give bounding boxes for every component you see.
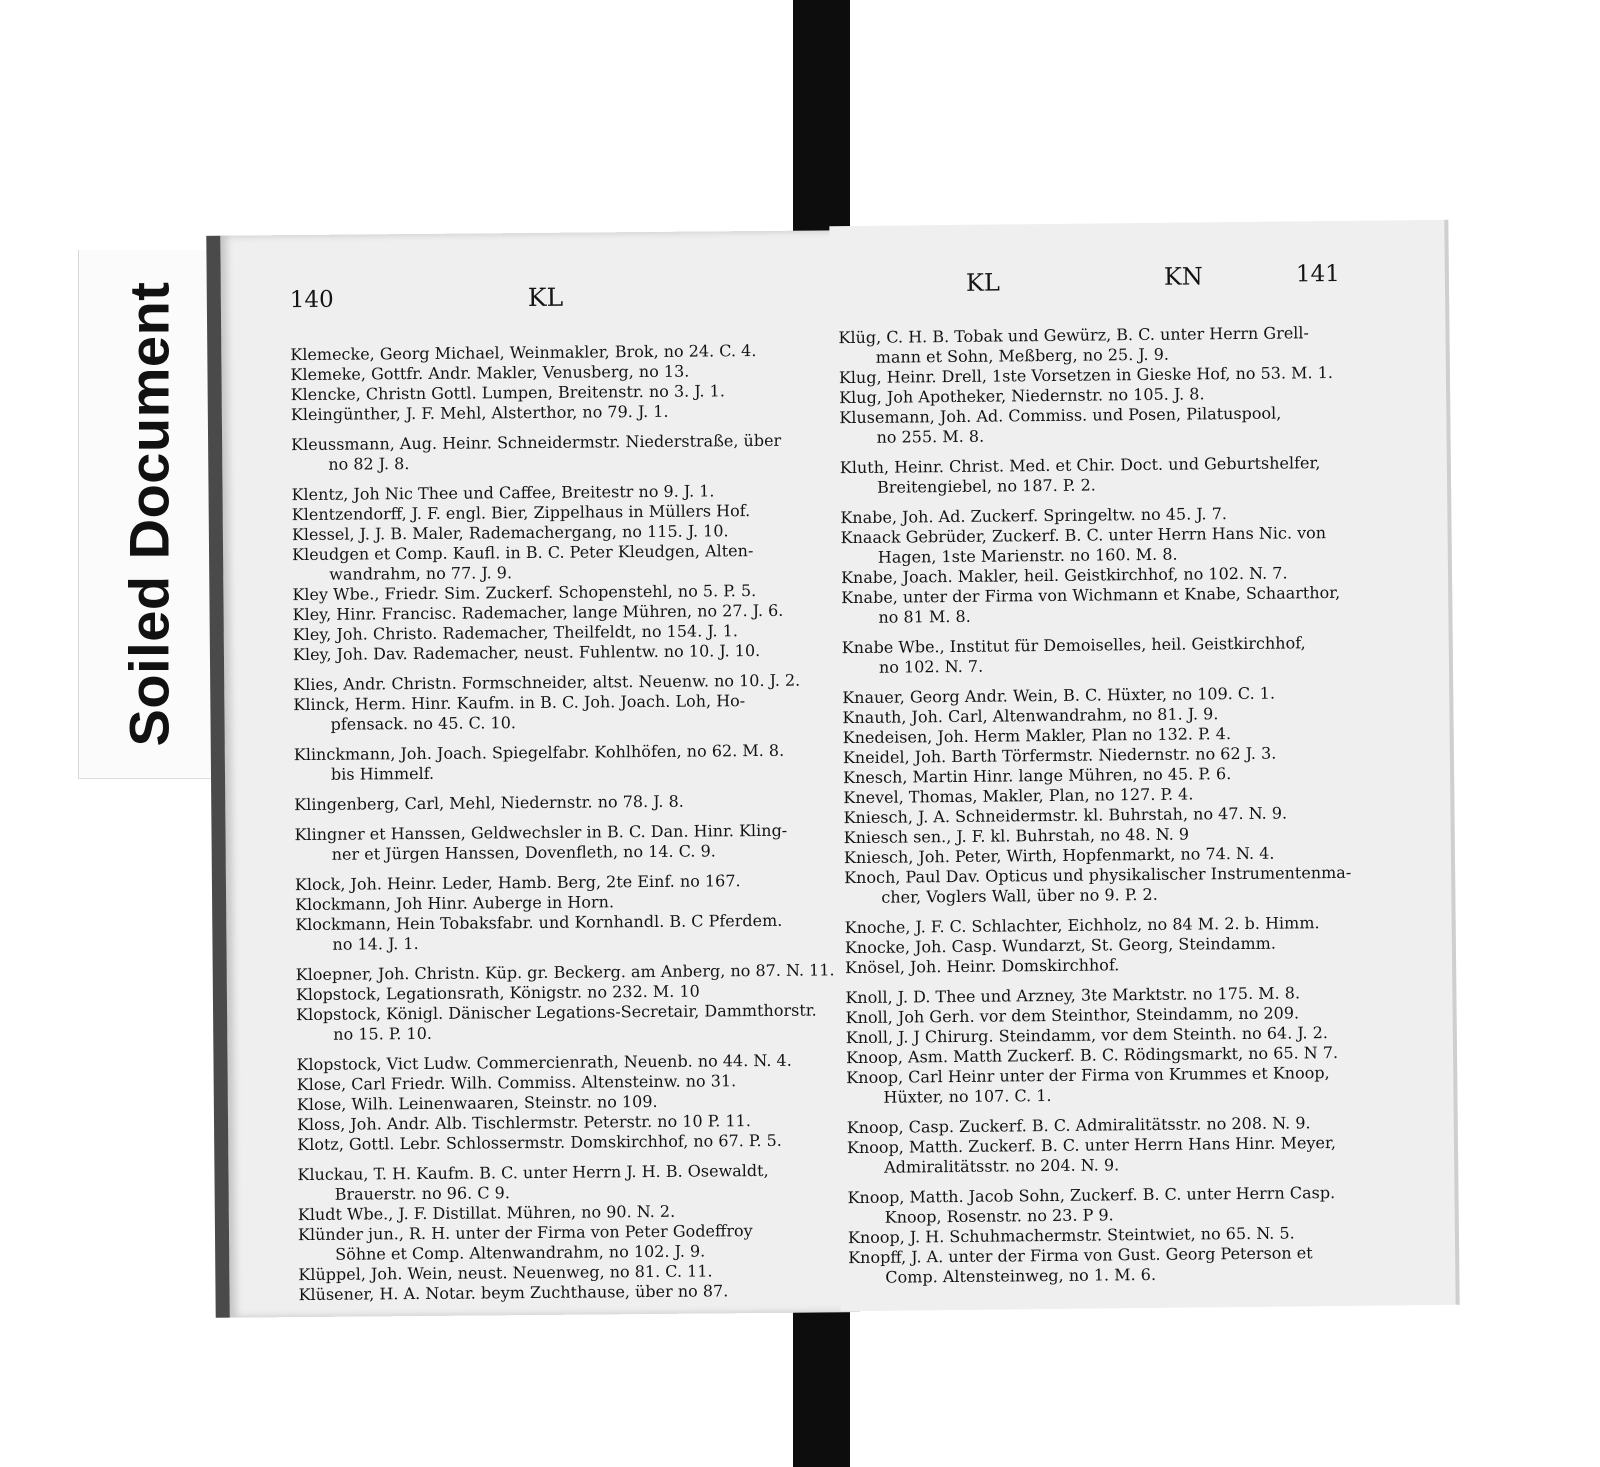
right-entry-list — [838, 323, 1368, 1288]
right-page — [829, 220, 1459, 1311]
entry-line: Knoop, Matth. Zuckerf. B. C. unter Herrn Hans Hinr. Meyer, — [846, 1133, 1336, 1158]
entry-line: Klüppel, Joh. Wein, neust. Neuenweg, no 81. C. 11. — [298, 1261, 713, 1285]
entry-line: Klünder jun., R. H. unter der Firma von Peter Godeffroy — [297, 1221, 753, 1245]
directory-entry — [296, 1000, 841, 1045]
entry-line: no 81 M. 8. — [878, 606, 971, 627]
directory-entry — [298, 1220, 843, 1265]
entry-line: no 14. J. 1. — [332, 934, 419, 954]
directory-entry — [848, 1243, 1368, 1288]
entry-line: Kley, Joh. Christo. Rademacher, Theilfeldt, no 154. J. 1. — [292, 621, 739, 645]
entry-line: Kluth, Heinr. Christ. Med. et Chir. Doct. und Geburtshelfer, — [839, 453, 1321, 478]
entry-line: Klentz, Joh Nic Thee und Caffee, Breitestr no 9. J. 1. — [291, 481, 715, 505]
entry-line: no 102. N. 7. — [878, 656, 984, 677]
entry-line: Knoop, J. H. Schuhmachermstr. Steintwiet, no 65. N. 5. — [847, 1223, 1295, 1248]
entry-line: Brauerstr. no 96. C 9. — [334, 1183, 510, 1204]
entry-line: Klug, Heinr. Drell, 1ste Vorsetzen in Gieske Hof, no 53. M. 1. — [838, 363, 1334, 388]
soiled-document-label — [78, 250, 219, 779]
right-page-heading-kl: KL — [965, 268, 1000, 297]
directory-entry — [840, 523, 1360, 568]
entry-line: Klusemann, Joh. Ad. Commiss. und Posen, Pilatuspool, — [839, 403, 1282, 428]
entry-line: Knedeisen, Joh. Herm Makler, Plan no 132. P. 4. — [842, 724, 1232, 748]
entry-line: bis Himmelf. — [330, 763, 435, 784]
entry-line: mann et Sohn, Meßberg, no 25. J. 9. — [875, 344, 1170, 367]
entry-line: Knocke, Joh. Casp. Wundarzt, St. Georg, Steindamm. — [844, 933, 1276, 958]
entry-line: Klentzendorff, J. F. engl. Bier, Zippelhaus in Müllers Hof. — [291, 501, 751, 525]
entry-line: pfensack. no 45. C. 10. — [330, 713, 516, 734]
left-page — [206, 230, 859, 1318]
entry-line: Knoop, Asm. Matth Zuckerf. B. C. Rödingsmarkt, no 65. N 7. — [845, 1042, 1339, 1068]
entry-line: Klinck, Herm. Hinr. Kaufm. in B. C. Joh. Joach. Loh, Ho- — [293, 691, 746, 715]
entry-line: Knabe, unter der Firma von Wichmann et Knabe, Schaarthor, — [841, 582, 1341, 608]
entry-line: Knoll, J. D. Thee und Arzney, 3te Marktstr. no 175. M. 8. — [845, 983, 1301, 1008]
directory-entry — [295, 910, 840, 955]
entry-line: Kleingünther, J. F. Mehl, Alsterthor, no 79. J. 1. — [290, 401, 669, 425]
entry-line: Kley, Hinr. Francisc. Rademacher, lange Mühren, no 27. J. 6. — [292, 600, 784, 625]
entry-line: Knaack Gebrüder, Zuckerf. B. C. unter Herrn Hans Nic. von — [840, 523, 1327, 548]
entry-line: Klüg, C. H. B. Tobak und Gewürz, B. C. unter Herrn Grell- — [838, 323, 1309, 348]
entry-line: Klingenberg, Carl, Mehl, Niedernstr. no 78. J. 8. — [294, 791, 684, 815]
directory-entry — [294, 740, 839, 785]
directory-entry — [840, 453, 1360, 498]
directory-entry — [297, 1130, 842, 1155]
entry-line: Kleussmann, Aug. Heinr. Schneidermstr. Niederstraße, über — [291, 430, 782, 455]
entry-line: Klockmann, Hein Tobaksfabr. und Kornhandl. B. C Pferdem. — [295, 910, 783, 935]
directory-entry — [293, 690, 838, 735]
entry-line: Kneidel, Joh. Barth Törfermstr. Niedernstr. no 62 J. 3. — [842, 743, 1277, 768]
directory-entry — [846, 1063, 1366, 1108]
left-page-number: 140 — [289, 286, 334, 314]
left-entry-list — [290, 340, 843, 1305]
entry-line: Klose, Wilh. Leinenwaaren, Steinstr. no 109. — [296, 1091, 658, 1115]
entry-line: Knopff, J. A. unter der Firma von Gust. Georg Peterson et — [848, 1243, 1313, 1268]
entry-line: Kley, Joh. Dav. Rademacher, neust. Fuhlentw. no 10. J. 10. — [292, 641, 761, 665]
entry-line: Knabe, Joach. Makler, heil. Geistkirchhof, no 102. N. 7. — [840, 563, 1288, 588]
entry-line: Knoll, J. J Chirurg. Steindamm, vor dem Steinth. no 64. J. 2. — [845, 1023, 1329, 1048]
directory-entry — [293, 640, 838, 665]
entry-line: Knoop, Matth. Jacob Sohn, Zuckerf. B. C. unter Herrn Casp. — [847, 1183, 1336, 1208]
entry-line: Klüsener, H. A. Notar. beym Zuchthause, über no 87. — [298, 1281, 729, 1305]
entry-line: Hüxter, no 107. C. 1. — [883, 1085, 1052, 1107]
entry-line: Kniesch sen., J. F. kl. Buhrstah, no 48. N. 9 — [843, 824, 1190, 848]
directory-entry — [291, 430, 836, 475]
entry-line: Knesch, Martin Hinr. lange Mühren, no 45. P. 6. — [843, 764, 1232, 788]
entry-line: Knösel, Joh. Heinr. Domskirchhof. — [845, 955, 1120, 978]
directory-entry — [844, 863, 1364, 908]
entry-line: Knauer, Georg Andr. Wein, B. C. Hüxter, no 109. C. 1. — [842, 683, 1276, 708]
entry-line: Klemecke, Georg Michael, Weinmakler, Brok, no 24. C. 4. — [290, 341, 757, 365]
entry-line: Klingner et Hanssen, Geldwechsler in B. C. Dan. Hinr. Kling- — [294, 820, 788, 845]
entry-line: Knoop, Casp. Zuckerf. B. C. Admiralitätsstr. no 208. N. 9. — [846, 1113, 1311, 1138]
entry-line: Knevel, Thomas, Makler, Plan, no 127. P. 4. — [843, 784, 1194, 808]
entry-line: Knoll, Joh Gerh. vor dem Steinthor, Steindamm, no 209. — [845, 1003, 1300, 1028]
entry-line: Klose, Carl Friedr. Wilh. Commiss. Altensteinw. no 31. — [296, 1071, 737, 1095]
directory-entry — [294, 790, 839, 815]
entry-line: cher, Voglers Wall, über no 9. P. 2. — [881, 884, 1158, 907]
entry-line: Knabe Wbe., Institut für Demoiselles, heil. Geistkirchhof, — [841, 633, 1306, 658]
entry-line: Knoop, Rosenstr. no 23. P 9. — [884, 1205, 1114, 1227]
directory-entry — [298, 1280, 843, 1305]
directory-entry — [839, 403, 1359, 448]
entry-line: Klopstock, Vict Ludw. Commercienrath, Neuenb. no 44. N. 4. — [296, 1050, 792, 1075]
entry-line: Klemeke, Gottfr. Andr. Makler, Venusberg, no 13. — [290, 361, 690, 385]
label-text: Soiled Document — [117, 281, 181, 747]
entry-line: Klotz, Gottl. Lebr. Schlossermstr. Domskirchhof, no 67. P. 5. — [297, 1130, 782, 1155]
entry-line: Kloss, Joh. Andr. Alb. Tischlermstr. Peterstr. no 10 P. 11. — [296, 1111, 751, 1135]
entry-line: Klopstock, Königl. Dänischer Legations-Secretair, Dammthorstr. — [296, 1000, 817, 1025]
entry-line: Knauth, Joh. Carl, Altenwandrahm, no 81. J. 9. — [842, 704, 1219, 728]
entry-line: Kludt Wbe., J. F. Distillat. Mühren, no 90. N. 2. — [297, 1201, 676, 1225]
entry-line: no 82 J. 8. — [328, 454, 410, 474]
directory-entry — [841, 583, 1361, 628]
entry-line: Klessel, J. J. B. Maler, Rademachergang, no 115. J. 10. — [291, 521, 729, 545]
entry-line: Hagen, 1ste Marienstr. no 160. M. 8. — [877, 544, 1178, 567]
right-page-number: 141 — [1295, 260, 1340, 288]
entry-line: Knoop, Carl Heinr unter der Firma von Krummes et Knoop, — [846, 1063, 1330, 1088]
entry-line: Kloepner, Joh. Christn. Küp. gr. Beckerg. am Anberg, no 87. N. 11. — [295, 960, 835, 985]
entry-line: Kleudgen et Comp. Kaufl. in B. C. Peter Kleudgen, Alten- — [291, 541, 754, 565]
entry-line: Admiralitätsstr. no 204. N. 9. — [884, 1155, 1120, 1177]
left-page-heading: KL — [527, 282, 564, 313]
directory-entry — [845, 953, 1365, 978]
entry-line: wandrahm, no 77. J. 9. — [329, 563, 513, 584]
entry-line: Knoch, Paul Dav. Opticus und physikalischer Instrumentenma- — [844, 862, 1352, 888]
entry-line: Klies, Andr. Christn. Formschneider, altst. Neuenw. no 10. J. 2. — [293, 670, 801, 695]
directory-entry — [297, 1160, 842, 1205]
entry-line: Knabe, Joh. Ad. Zuckerf. Springeltw. no 45. J. 7. — [840, 504, 1228, 528]
entry-line: Kley Wbe., Friedr. Sim. Zuckerf. Schopenstehl, no 5. P. 5. — [292, 581, 757, 605]
directory-entry — [291, 400, 836, 425]
entry-line: Comp. Altensteinweg, no 1. M. 6. — [885, 1264, 1157, 1287]
entry-line: Kniesch, Joh. Peter, Wirth, Hopfenmarkt, no 74. N. 4. — [843, 843, 1275, 868]
directory-entry — [842, 633, 1362, 678]
entry-line: Klencke, Christn Gottl. Lumpen, Breitenstr. no 3. J. 1. — [290, 381, 725, 405]
entry-line: Kniesch, J. A. Schneidermstr. kl. Buhrstah, no 47. N. 9. — [843, 803, 1288, 828]
entry-line: Söhne et Comp. Altenwandrahm, no 102. J. 9. — [335, 1241, 706, 1264]
entry-line: Klock, Joh. Heinr. Leder, Hamb. Berg, 2te Einf. no 167. — [294, 871, 741, 895]
entry-line: Kluckau, T. H. Kaufm. B. C. unter Herrn J. H. B. Osewaldt, — [297, 1160, 769, 1185]
entry-line: no 255. M. 8. — [876, 426, 985, 447]
entry-line: Breitengiebel, no 187. P. 2. — [876, 475, 1096, 497]
directory-entry — [838, 323, 1358, 368]
right-page-heading-kn: KN — [1163, 262, 1203, 291]
entry-line: Klinckmann, Joh. Joach. Spiegelfabr. Kohlhöfen, no 62. M. 8. — [293, 740, 785, 765]
directory-entry — [294, 820, 839, 865]
entry-line: Klug, Joh Apotheker, Niedernstr. no 105. J. 8. — [839, 384, 1205, 408]
entry-line: Klopstock, Legationsrath, Königstr. no 232. M. 10 — [295, 981, 700, 1005]
directory-entry — [292, 540, 837, 585]
entry-line: ner et Jürgen Hanssen, Dovenfleth, no 14. C. 9. — [331, 841, 716, 864]
entry-line: Knoche, J. F. C. Schlachter, Eichholz, no 84 M. 2. b. Himm. — [844, 913, 1320, 938]
entry-line: Klockmann, Joh Hinr. Auberge in Horn. — [295, 892, 615, 915]
entry-line: no 15. P. 10. — [333, 1023, 433, 1044]
directory-entry — [847, 1183, 1367, 1228]
directory-entry — [847, 1133, 1367, 1178]
